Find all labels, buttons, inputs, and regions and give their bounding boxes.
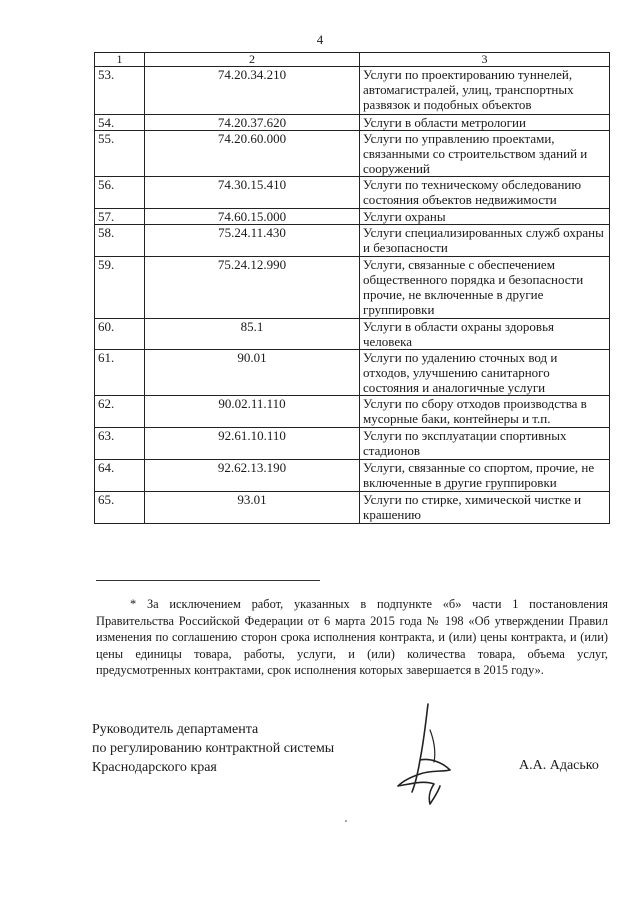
table-header-row (95, 53, 610, 67)
footnote-divider (96, 580, 320, 581)
signer-title-line-2: по регулированию контрактной системы (92, 741, 335, 756)
row-description: Услуги в области охраны здоровья человека (360, 319, 610, 350)
header-col-3: 3 (360, 53, 610, 67)
row-number: 55. (95, 131, 145, 177)
row-code: 92.61.10.110 (145, 428, 360, 460)
row-code: 74.30.15.410 (145, 177, 360, 209)
row-number: 56. (95, 177, 145, 209)
row-description: Услуги в области метрологии (360, 115, 610, 131)
signer-title (92, 720, 334, 777)
row-code: 92.62.13.190 (145, 460, 360, 492)
table-row (95, 131, 610, 177)
row-description: Услуги, связанные с обеспечением общественного порядка и безопасности прочие, не включенные в другие группировки (360, 257, 610, 319)
signer-title-line-1: Руководитель департамента (92, 722, 259, 737)
table-row (95, 209, 610, 225)
table-row (95, 350, 610, 396)
row-code: 74.20.34.210 (145, 67, 360, 115)
row-code: 90.01 (145, 350, 360, 396)
row-code: 75.24.12.990 (145, 257, 360, 319)
row-number: 59. (95, 257, 145, 319)
row-code: 74.20.37.620 (145, 115, 360, 131)
header-col-2: 2 (145, 53, 360, 67)
row-number: 65. (95, 492, 145, 524)
header-col-1: 1 (95, 53, 145, 67)
page-number: 4 (316, 32, 324, 47)
row-code: 74.20.60.000 (145, 131, 360, 177)
table-row (95, 225, 610, 257)
row-code: 90.02.11.110 (145, 396, 360, 428)
scan-speck (345, 820, 347, 822)
table-row (95, 177, 610, 209)
services-table-body (95, 53, 610, 524)
row-description: Услуги по эксплуатации спортивных стадионов (360, 428, 610, 460)
row-description: Услуги по техническому обследованию состояния объектов недвижимости (360, 177, 610, 209)
row-code: 75.24.11.430 (145, 225, 360, 257)
table-row (95, 428, 610, 460)
signer-name: А.А. Адасько (519, 758, 599, 773)
signer-title-line-3: Краснодарского края (92, 760, 217, 775)
table-row (95, 115, 610, 131)
row-number: 58. (95, 225, 145, 257)
row-number: 54. (95, 115, 145, 131)
row-description: Услуги по сбору отходов производства в мусорные баки, контейнеры и т.п. (360, 396, 610, 428)
row-description: Услуги специализированных служб охраны и безопасности (360, 225, 610, 257)
table-row (95, 257, 610, 319)
row-description: Услуги по удалению сточных вод и отходов, улучшению санитарного состояния и аналогичные услуги (360, 350, 610, 396)
table-row (95, 460, 610, 492)
handwritten-signature (390, 700, 460, 810)
row-number: 63. (95, 428, 145, 460)
row-description: Услуги, связанные со спортом, прочие, не включенные в другие группировки (360, 460, 610, 492)
row-number: 53. (95, 67, 145, 115)
row-code: 85.1 (145, 319, 360, 350)
row-description: Услуги по проектированию туннелей, автомагистралей, улиц, транспортных развязок и подобных объектов (360, 67, 610, 115)
row-description: Услуги по управлению проектами, связанными со строительством зданий и сооружений (360, 131, 610, 177)
row-code: 74.60.15.000 (145, 209, 360, 225)
row-number: 60. (95, 319, 145, 350)
table-row (95, 319, 610, 350)
row-description: Услуги по стирке, химической чистке и крашению (360, 492, 610, 524)
table-row (95, 67, 610, 115)
row-number: 57. (95, 209, 145, 225)
row-number: 64. (95, 460, 145, 492)
row-description: Услуги охраны (360, 209, 610, 225)
row-code: 93.01 (145, 492, 360, 524)
table-row (95, 396, 610, 428)
row-number: 62. (95, 396, 145, 428)
services-table (94, 52, 610, 524)
row-number: 61. (95, 350, 145, 396)
footnote: * За исключением работ, указанных в подпункте «б» части 1 постановления Правительства Российской Федерации от 6 марта 2015 года № 198 «Об утверждении Правил изменения по соглашению сторон срока исполнения контракта, и (или) цены контракта, и (или) цены единицы товара, работы, услуги, и (или) количества товара, объема услуг, предусмотренных контрактами, срок исполнения которых завершается в 2015 году». (96, 597, 608, 677)
table-row (95, 492, 610, 524)
